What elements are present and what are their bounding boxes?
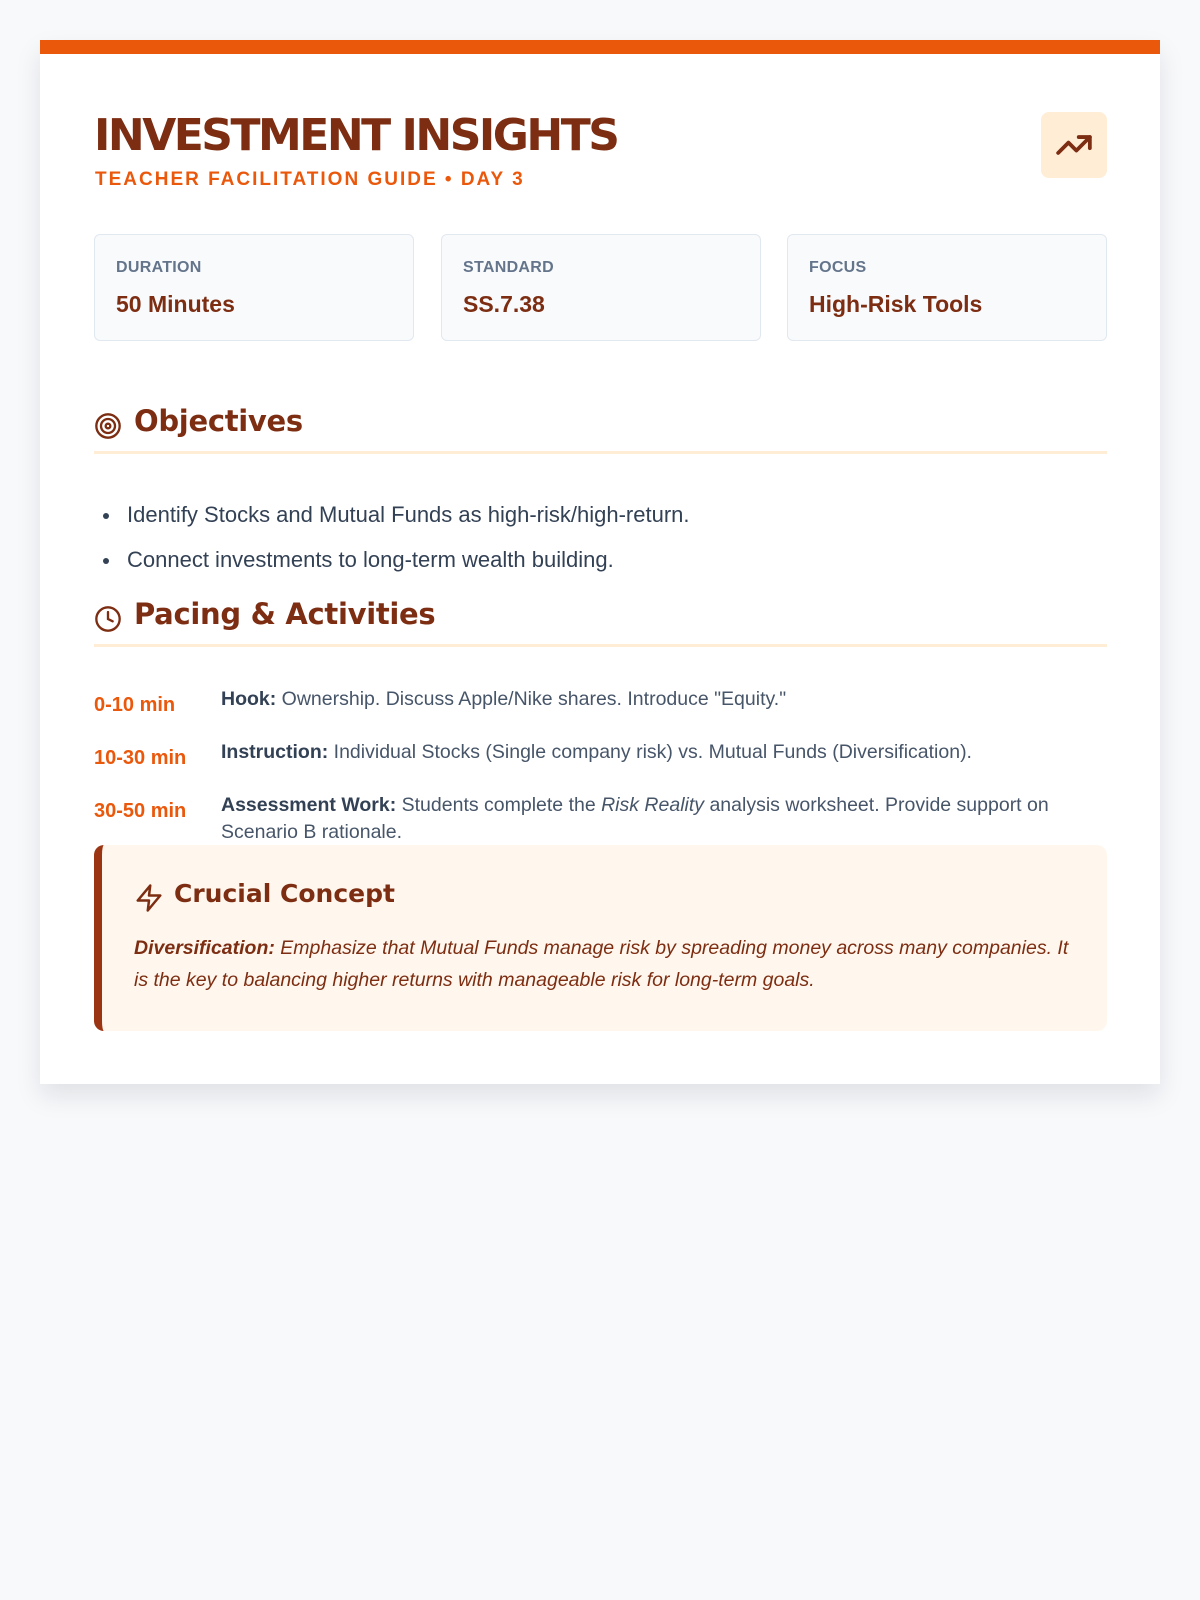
pacing-text: Students complete the — [396, 794, 602, 816]
objective-text: Connect investments to long-term wealth building. — [127, 547, 614, 572]
lesson-card — [40, 40, 1160, 1084]
list-item — [94, 545, 1107, 590]
trending-up-badge — [1041, 112, 1107, 178]
pacing-label: Hook: — [221, 688, 277, 710]
page-title: INVESTMENT INSIGHTS — [94, 110, 618, 161]
pacing-description — [221, 686, 1107, 713]
objective-text: Identify Stocks and Mutual Funds as high-risk/high-return. — [127, 502, 690, 527]
pacing-heading — [94, 595, 1107, 647]
pacing-description — [221, 792, 1107, 846]
callout-label: Diversification: — [134, 937, 275, 959]
lightning-icon — [134, 883, 164, 913]
pacing-time: 10-30 min — [94, 747, 187, 769]
meta-label: DURATION — [116, 259, 202, 276]
pacing-title: Pacing & Activities — [134, 597, 436, 631]
page-subtitle: TEACHER FACILITATION GUIDE • DAY 3 — [95, 169, 525, 190]
callout-title: Crucial Concept — [174, 879, 395, 908]
meta-value: SS.7.38 — [463, 291, 545, 317]
target-icon — [94, 412, 122, 440]
trending-up-icon — [1055, 126, 1093, 164]
pacing-time: 30-50 min — [94, 800, 187, 822]
pacing-label: Assessment Work: — [221, 794, 397, 816]
pacing-text: Individual Stocks (Single company risk) vs. Mutual Funds (Diversification). — [328, 741, 972, 763]
clock-icon — [94, 605, 122, 633]
callout-text: Emphasize that Mutual Funds manage risk by spreading money across many companies. It is the key to balancing higher returns with manageable risk for long-term goals. — [134, 937, 1069, 991]
meta-info-row — [94, 234, 1107, 341]
meta-label: STANDARD — [463, 259, 554, 276]
meta-label: FOCUS — [809, 259, 867, 276]
objectives-heading — [94, 402, 1107, 454]
pacing-text: analysis worksheet. Provide support on Scenario B rationale. — [221, 794, 1049, 843]
meta-duration — [94, 234, 414, 341]
meta-focus — [787, 234, 1107, 341]
objectives-list — [94, 500, 1107, 590]
pacing-emphasis: Risk Reality — [601, 794, 705, 816]
meta-value: 50 Minutes — [116, 291, 235, 317]
pacing-text: Ownership. Discuss Apple/Nike shares. Introduce "Equity." — [276, 688, 787, 710]
list-item — [94, 500, 1107, 545]
crucial-concept-callout — [94, 845, 1107, 1031]
bullet-icon — [103, 558, 109, 564]
objectives-title: Objectives — [134, 404, 303, 438]
pacing-label: Instruction: — [221, 741, 329, 763]
page-header — [94, 112, 1107, 202]
callout-body — [134, 932, 1074, 996]
pacing-time: 0-10 min — [94, 694, 176, 716]
meta-value: High-Risk Tools — [809, 291, 983, 317]
meta-standard — [441, 234, 761, 341]
pacing-description — [221, 739, 1107, 766]
bullet-icon — [103, 513, 109, 519]
